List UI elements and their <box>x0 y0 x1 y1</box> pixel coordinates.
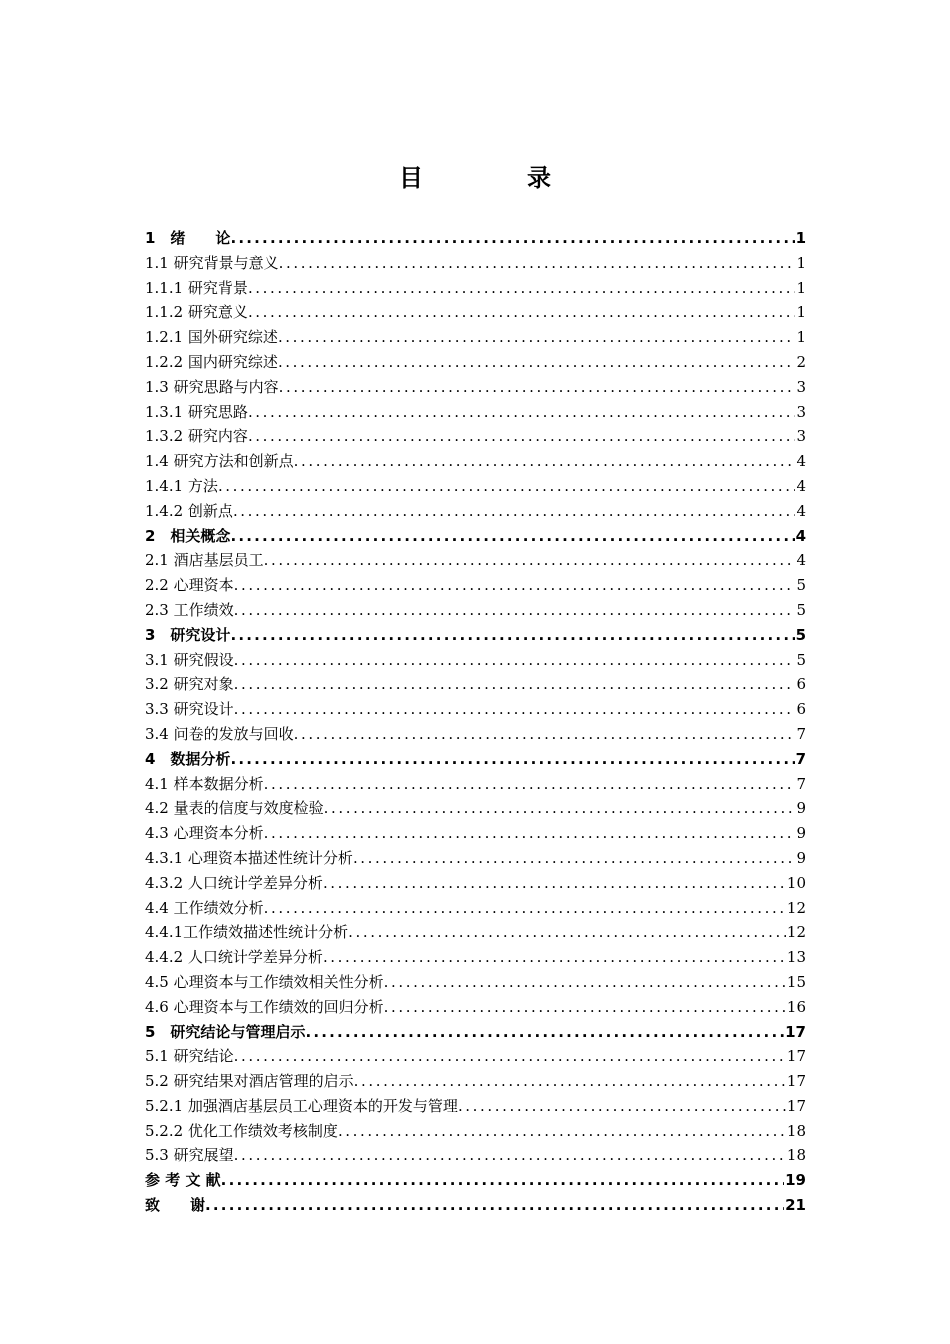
toc-entry-page: 5 <box>796 576 806 595</box>
toc-entry-page: 4 <box>796 551 806 570</box>
toc-entry-label: 1.4.1 方法 <box>145 476 218 495</box>
toc-title: 目 录 <box>399 164 591 192</box>
toc-entry[interactable] <box>145 1069 806 1094</box>
toc-entry-page: 6 <box>796 675 806 694</box>
toc-entry-label: 2.1 酒店基层员工 <box>145 551 264 570</box>
toc-entry[interactable] <box>145 871 806 896</box>
toc-entry[interactable] <box>145 400 806 425</box>
toc-entry-label: 3 研究设计 <box>145 625 231 644</box>
toc-entry-label: 4.6 心理资本与工作绩效的回归分析 <box>145 997 384 1016</box>
toc-entry-page: 1 <box>796 278 806 297</box>
toc-entry[interactable] <box>145 1119 806 1144</box>
toc-entry[interactable] <box>145 896 806 921</box>
toc-leader-dots <box>248 424 796 449</box>
toc-entry[interactable] <box>145 1020 806 1045</box>
toc-entry-page: 19 <box>785 1171 806 1190</box>
toc-entry-page: 7 <box>795 749 806 768</box>
toc-leader-dots <box>353 846 796 871</box>
toc-entry-label: 1.3.2 研究内容 <box>145 427 248 446</box>
toc-entry-label: 1.1.2 研究意义 <box>145 303 248 322</box>
toc-leader-dots <box>279 251 796 276</box>
toc-entry-page: 9 <box>796 848 806 867</box>
toc-leader-dots <box>234 598 796 623</box>
toc-leader-dots <box>248 300 796 325</box>
toc-entry-page: 10 <box>786 873 806 892</box>
toc-leader-dots <box>354 1069 786 1094</box>
toc-entry-label: 5.2 研究结果对酒店管理的启示 <box>145 1072 354 1091</box>
toc-entry-label: 1.2.1 国外研究综述 <box>145 328 278 347</box>
toc-entry-page: 18 <box>786 1121 806 1140</box>
toc-entry-page: 4 <box>796 501 806 520</box>
toc-entry-label: 4.1 样本数据分析 <box>145 774 264 793</box>
toc-leader-dots <box>221 1168 784 1193</box>
toc-entry[interactable] <box>145 672 806 697</box>
toc-leader-dots <box>218 474 796 499</box>
toc-leader-dots <box>323 945 786 970</box>
toc-entry-page: 2 <box>796 352 806 371</box>
toc-leader-dots <box>230 747 794 772</box>
toc-entry-page: 17 <box>785 1022 806 1041</box>
toc-entry-label: 4.3.1 心理资本描述性统计分析 <box>145 848 353 867</box>
toc-entry-page: 1 <box>796 328 806 347</box>
toc-leader-dots <box>348 920 786 945</box>
toc-entry[interactable] <box>145 524 806 549</box>
toc-entry-label: 2 相关概念 <box>145 526 231 545</box>
toc-entry-page: 1 <box>796 253 806 272</box>
toc-entry-label: 3.2 研究对象 <box>145 675 234 694</box>
toc-entry-label: 4.4 工作绩效分析 <box>145 898 264 917</box>
toc-entry[interactable] <box>145 821 806 846</box>
toc-leader-dots <box>234 1044 786 1069</box>
toc-entry-page: 21 <box>785 1196 806 1215</box>
toc-entry-page: 5 <box>796 600 806 619</box>
toc-leader-dots <box>230 623 794 648</box>
toc-entry[interactable] <box>145 499 806 524</box>
toc-entry-page: 9 <box>796 824 806 843</box>
toc-entry[interactable] <box>145 970 806 995</box>
toc-entry-label: 5 研究结论与管理启示 <box>145 1022 306 1041</box>
toc-leader-dots <box>278 325 796 350</box>
toc-entry-page: 17 <box>786 1096 806 1115</box>
toc-entry-label: 1.1.1 研究背景 <box>145 278 248 297</box>
toc-entry-page: 12 <box>786 898 806 917</box>
toc-entry-page: 3 <box>796 377 806 396</box>
toc-leader-dots <box>338 1119 786 1144</box>
toc-entry-page: 4 <box>795 526 806 545</box>
toc-entry-label: 3.1 研究假设 <box>145 650 234 669</box>
toc-entry-label: 4.3.2 人口统计学差异分析 <box>145 873 323 892</box>
toc-leader-dots <box>305 1020 784 1045</box>
toc-entry-page: 4 <box>796 476 806 495</box>
toc-leader-dots <box>205 1193 784 1218</box>
toc-entry[interactable] <box>145 995 806 1020</box>
toc-entry-page: 7 <box>796 724 806 743</box>
toc-entry[interactable] <box>145 424 806 449</box>
toc-entry-label: 5.1 研究结论 <box>145 1047 234 1066</box>
toc-entry-label: 5.2.2 优化工作绩效考核制度 <box>145 1121 338 1140</box>
toc-entry-label: 3.4 问卷的发放与回收 <box>145 724 294 743</box>
toc-entry[interactable] <box>145 1143 806 1168</box>
toc-entry[interactable] <box>145 573 806 598</box>
toc-entry-label: 1 绪 论 <box>145 229 231 247</box>
toc-entry-label: 4.4.2 人口统计学差异分析 <box>145 948 323 967</box>
toc-entry-page: 1 <box>795 229 806 247</box>
toc-entry-page: 17 <box>786 1047 806 1066</box>
toc-entry[interactable] <box>145 1044 806 1069</box>
toc-entry-label: 3.3 研究设计 <box>145 700 234 719</box>
toc-entry[interactable] <box>145 945 806 970</box>
toc-entry-label: 4.5 心理资本与工作绩效相关性分析 <box>145 972 384 991</box>
toc-entry[interactable] <box>145 1168 806 1193</box>
toc-entry-page: 5 <box>795 625 806 644</box>
toc-leader-dots <box>234 672 796 697</box>
toc-leader-dots <box>264 821 796 846</box>
toc-leader-dots <box>264 772 796 797</box>
toc-entry[interactable] <box>145 226 806 251</box>
toc-entry[interactable] <box>145 772 806 797</box>
toc-entry[interactable] <box>145 722 806 747</box>
toc-entry[interactable] <box>145 697 806 722</box>
toc-entry[interactable] <box>145 796 806 821</box>
toc-entry-label: 1.4 研究方法和创新点 <box>145 452 294 471</box>
toc-entry[interactable] <box>145 1193 806 1218</box>
toc-leader-dots <box>278 350 796 375</box>
toc-leader-dots <box>324 796 796 821</box>
toc-entry[interactable] <box>145 375 806 400</box>
toc-entry-page: 18 <box>786 1146 806 1165</box>
toc-entry[interactable] <box>145 325 806 350</box>
toc-entry[interactable] <box>145 1094 806 1119</box>
toc-entry-page: 3 <box>796 427 806 446</box>
toc-entry[interactable] <box>145 276 806 301</box>
toc-entry-label: 参 考 文 献 <box>145 1171 221 1190</box>
toc-entry-label: 4.3 心理资本分析 <box>145 824 264 843</box>
toc-entry-page: 15 <box>786 972 806 991</box>
toc-leader-dots <box>248 400 796 425</box>
toc-entry-page: 7 <box>796 774 806 793</box>
toc-entry[interactable] <box>145 920 806 945</box>
toc-entry-label: 致 谢 <box>145 1196 206 1215</box>
toc-entry-page: 12 <box>786 923 806 942</box>
toc-leader-dots <box>264 548 796 573</box>
toc-entry-label: 4.4.1工作绩效描述性统计分析 <box>145 923 349 942</box>
toc-entry[interactable] <box>145 623 806 648</box>
toc-entry-page: 4 <box>796 452 806 471</box>
toc-entry-label: 1.2.2 国内研究综述 <box>145 352 278 371</box>
toc-entry-label: 5.2.1 加强酒店基层员工心理资本的开发与管理 <box>145 1096 458 1115</box>
toc-entry-page: 6 <box>796 700 806 719</box>
toc-entry-page: 17 <box>786 1072 806 1091</box>
toc-entry-page: 16 <box>786 997 806 1016</box>
toc-leader-dots <box>294 449 796 474</box>
toc-entry[interactable] <box>145 350 806 375</box>
toc-entry-label: 5.3 研究展望 <box>145 1146 234 1165</box>
toc-entry-label: 2.2 心理资本 <box>145 576 234 595</box>
toc-leader-dots <box>234 1143 786 1168</box>
toc-entry-label: 1.3.1 研究思路 <box>145 402 248 421</box>
toc-entry-label: 4 数据分析 <box>145 749 231 768</box>
toc-entry-page: 13 <box>786 948 806 967</box>
toc-leader-dots <box>294 722 796 747</box>
toc-leader-dots <box>264 896 786 921</box>
toc-leader-dots <box>234 697 796 722</box>
toc-leader-dots <box>233 499 796 524</box>
toc-leader-dots <box>248 276 796 301</box>
toc-entry[interactable] <box>145 846 806 871</box>
toc-entry-page: 5 <box>796 650 806 669</box>
toc-entry-page: 9 <box>796 799 806 818</box>
toc-entry[interactable] <box>145 251 806 276</box>
toc-entry[interactable] <box>145 747 806 772</box>
toc-leader-dots <box>230 226 794 251</box>
toc-entry-label: 2.3 工作绩效 <box>145 600 234 619</box>
toc-entry[interactable] <box>145 300 806 325</box>
toc-leader-dots <box>458 1094 786 1119</box>
toc-entry-label: 4.2 量表的信度与效度检验 <box>145 799 324 818</box>
toc-leader-dots <box>234 648 796 673</box>
toc-leader-dots <box>234 573 796 598</box>
toc-entry[interactable] <box>145 548 806 573</box>
toc-entry[interactable] <box>145 598 806 623</box>
toc-leader-dots <box>384 995 786 1020</box>
toc-entry-label: 1.3 研究思路与内容 <box>145 377 279 396</box>
toc-leader-dots <box>323 871 786 896</box>
toc-entry-page: 1 <box>796 303 806 322</box>
toc-leader-dots <box>279 375 796 400</box>
toc-entry[interactable] <box>145 648 806 673</box>
toc-entry-label: 1.4.2 创新点 <box>145 501 233 520</box>
toc-entry-label: 1.1 研究背景与意义 <box>145 253 279 272</box>
toc-entry[interactable] <box>145 474 806 499</box>
toc-entry[interactable] <box>145 449 806 474</box>
toc-entry-page: 3 <box>796 402 806 421</box>
toc-leader-dots <box>384 970 786 995</box>
table-of-contents <box>145 226 806 1218</box>
toc-leader-dots <box>230 524 794 549</box>
